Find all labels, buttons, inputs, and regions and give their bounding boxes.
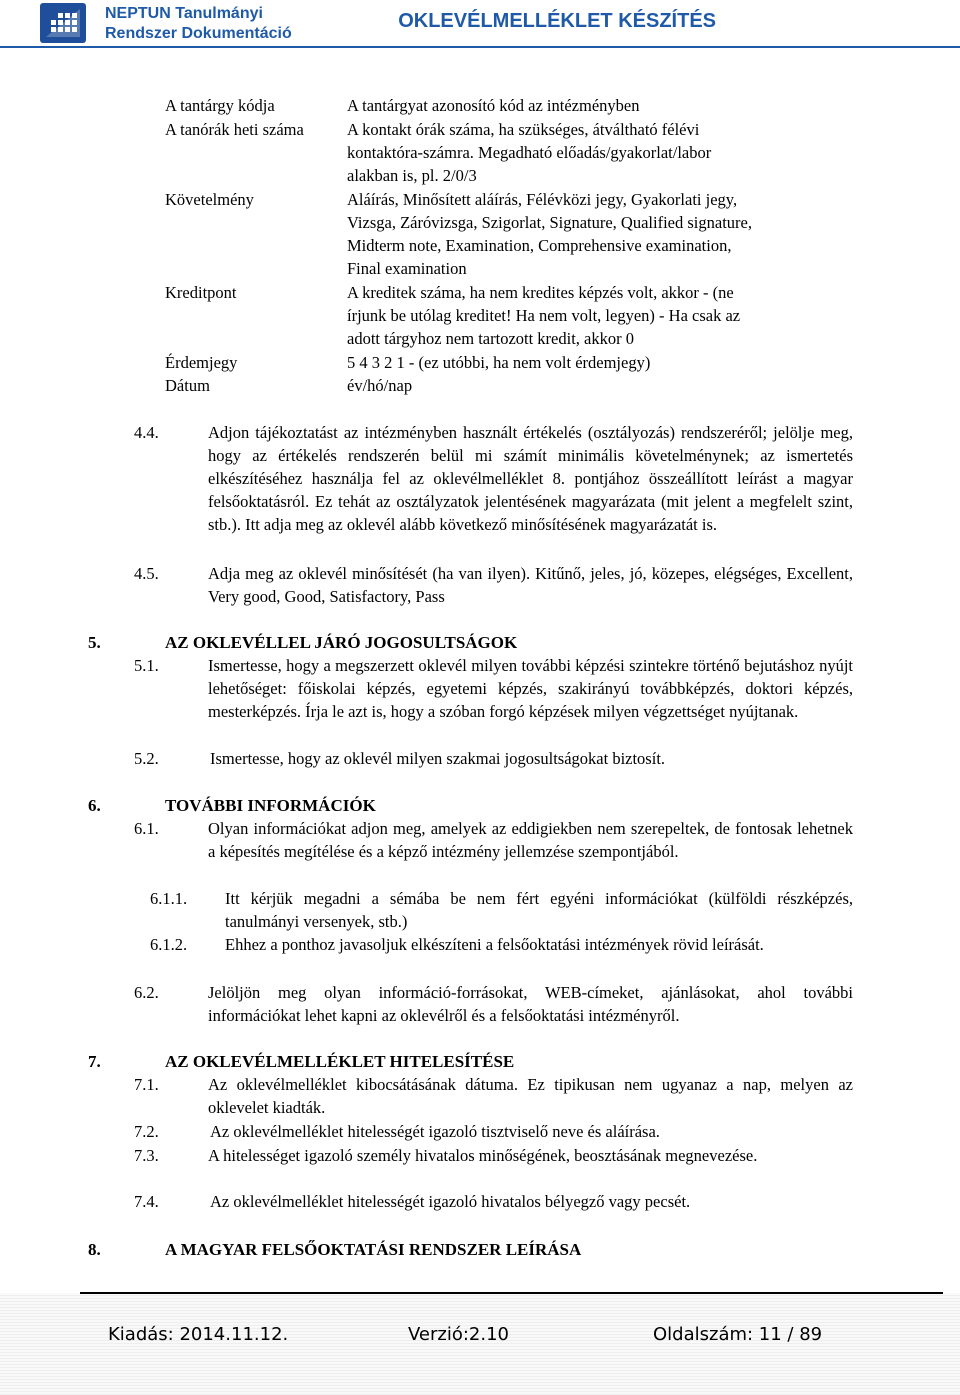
item-text: Olyan információkat adjon meg, amelyek az eddigiekben nem szerepeltek, de fontosak lehetnek a képesítés megítélése és a képző intézmény jellemzése szempontjából. — [208, 819, 853, 861]
item-number: 6.2. — [134, 983, 159, 1002]
item-number: 4.5. — [134, 564, 159, 583]
desc-line: írjunk be utólag kreditet! Ha nem volt, legyen) - Ha csak az — [347, 306, 741, 325]
brand-line-1: NEPTUN Tanulmányi — [105, 5, 263, 22]
page-header — [0, 0, 960, 48]
footer-divider — [80, 1292, 943, 1294]
desc-line: A tantárgyat azonosító kód az intézményben — [347, 96, 640, 115]
term-cell: Dátum — [165, 376, 210, 395]
item-text: Adjon tájékoztatást az intézményben használt értékelés (osztályozás) rendszeréről; jelölje meg, hogy az értékelés rendszerén belül mi számít minimális követelménynek; az ismertetés elkészítéséhez használja fel az oklevélmelléklet 8. pontjához összeállított leírást a magyar felsőoktatásról. Ez tehát az osztályzatok jelentésének magyarázata (mit jelent a megfelelt szint, stb.). Itt adja meg az oklevél alább következő minősítésének magyarázatát is. — [208, 423, 853, 534]
desc-line: adott tárgyhoz nem tartozott kredit, akkor 0 — [347, 329, 634, 348]
item-number: 6.1.2. — [150, 935, 188, 954]
section-number: 6. — [88, 796, 101, 815]
item-number: 7.1. — [134, 1075, 159, 1094]
neptun-logo-icon — [40, 3, 86, 43]
term-cell: A tantárgy kódja — [165, 96, 275, 115]
desc-line: év/hó/nap — [347, 376, 413, 395]
item-text: Itt kérjük megadni a sémába be nem fért egyéni információkat (külföldi részképzés, tanulmányi versenyek, stb.) — [225, 889, 853, 931]
desc-line: A kontakt órák száma, ha szükséges, átváltható félévi — [347, 120, 700, 139]
desc-line: Aláírás, Minősített aláírás, Félévközi jegy, Gyakorlati jegy, — [347, 190, 738, 209]
item-text: Az oklevélmelléklet hitelességét igazoló hivatalos bélyegző vagy pecsét. — [210, 1192, 691, 1211]
item-text: Az oklevélmelléklet hitelességét igazoló tisztviselő neve és aláírása. — [210, 1122, 660, 1141]
section-number: 5. — [88, 633, 101, 652]
desc-line: alakban is, pl. 2/0/3 — [347, 166, 477, 185]
issue-date: Kiadás: 2014.11.12. — [108, 1324, 289, 1345]
desc-line: 5 4 3 2 1 - (ez utóbbi, ha nem volt érdemjegy) — [347, 353, 651, 372]
section-heading: AZ OKLEVÉLMELLÉKLET HITELESÍTÉSE — [165, 1052, 515, 1071]
desc-line: Final examination — [347, 259, 467, 278]
desc-line: Vizsga, Záróvizsga, Szigorlat, Signature, Qualified signature, — [347, 213, 752, 232]
term-cell: Érdemjegy — [165, 353, 238, 372]
header-divider — [0, 46, 960, 48]
brand-line-2: Rendszer Dokumentáció — [105, 25, 292, 42]
desc-line: kontaktóra-számra. Megadható előadás/gyakorlat/labor — [347, 143, 712, 162]
desc-line: Midterm note, Examination, Comprehensive examination, — [347, 236, 732, 255]
desc-line: A kreditek száma, ha nem kredites képzés volt, akkor - (ne — [347, 283, 734, 302]
brand-name — [105, 4, 292, 44]
page-number: Oldalszám: 11 / 89 — [653, 1324, 823, 1345]
item-number: 7.2. — [134, 1122, 159, 1141]
item-text: A hitelességet igazoló személy hivatalos minőségének, beosztásának megnevezése. — [208, 1146, 758, 1165]
item-text: Jelöljön meg olyan információ-forrásokat, WEB-címeket, ajánlásokat, ahol további információkat lehet kapni az oklevélről és a felsőoktatási intézményről. — [208, 983, 853, 1025]
item-number: 5.1. — [134, 656, 159, 675]
section-heading: TOVÁBBI INFORMÁCIÓK — [165, 796, 376, 815]
term-cell: A tanórák heti száma — [165, 120, 304, 139]
section-number: 8. — [88, 1240, 101, 1259]
section-number: 7. — [88, 1052, 101, 1071]
section-heading: AZ OKLEVÉLLEL JÁRÓ JOGOSULTSÁGOK — [165, 633, 518, 652]
item-text: Adja meg az oklevél minősítését (ha van ilyen). Kitűnő, jeles, jó, közepes, elégséges, Excellent, Very good, Good, Satisfactory, Pass — [208, 564, 853, 606]
term-cell: Követelmény — [165, 190, 254, 209]
term-cell: Kreditpont — [165, 283, 237, 302]
item-number: 6.1.1. — [150, 889, 188, 908]
item-number: 6.1. — [134, 819, 159, 838]
item-number: 5.2. — [134, 749, 159, 768]
item-number: 4.4. — [134, 423, 159, 442]
item-text: Az oklevélmelléklet kibocsátásának dátuma. Ez tipikusan nem ugyanaz a nap, melyen az oklevelet kiadták. — [208, 1075, 853, 1117]
item-number: 7.4. — [134, 1192, 159, 1211]
item-number: 7.3. — [134, 1146, 159, 1165]
version: Verzió:2.10 — [408, 1324, 509, 1345]
item-text: Ismertesse, hogy az oklevél milyen szakmai jogosultságokat biztosít. — [210, 749, 666, 768]
item-text: Ehhez a ponthoz javasoljuk elkészíteni a felsőoktatási intézmények rövid leírását. — [225, 935, 764, 954]
section-heading: A MAGYAR FELSŐOKTATÁSI RENDSZER LEÍRÁSA — [165, 1240, 582, 1259]
document-title: OKLEVÉLMELLÉKLET KÉSZÍTÉS — [398, 10, 716, 32]
item-text: Ismertesse, hogy a megszerzett oklevél milyen további képzési szintekre történő bejutáshoz nyújt lehetőséget: főiskolai képzés, egyetemi képzés, szakirányú továbbképzés, doktori képzés, mesterképzés. Írja le azt is, hogy a szóban forgó képzések milyen végzettséget nyújtanak. — [208, 656, 853, 721]
